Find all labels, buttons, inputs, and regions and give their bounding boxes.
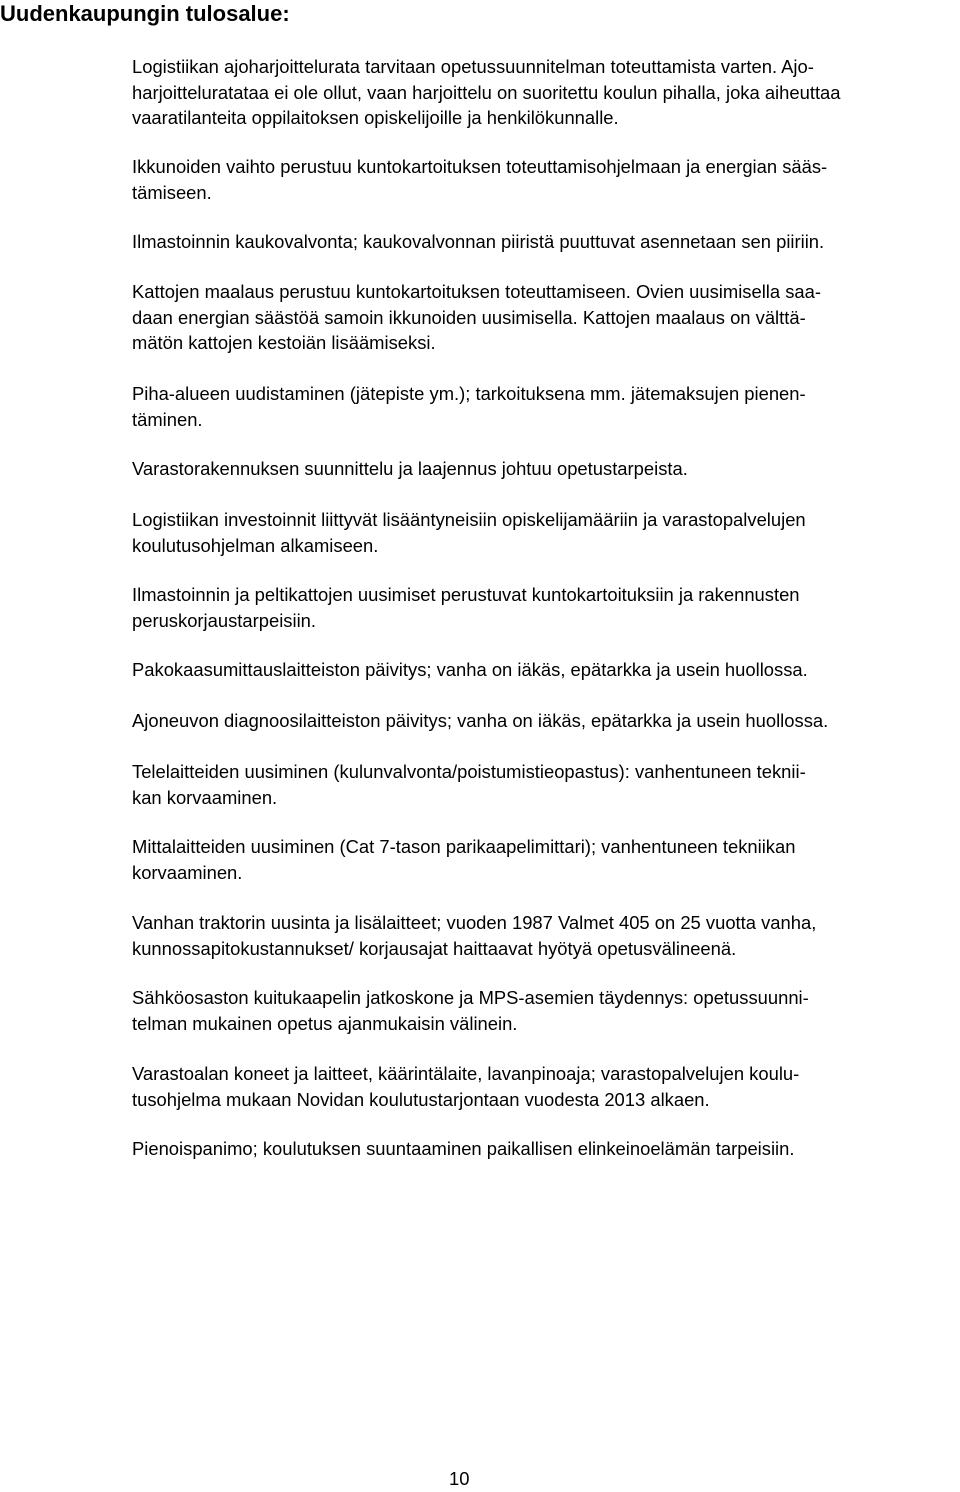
text-line: Kattojen maalaus perustuu kuntokartoituksen toteuttamiseen. Ovien uusimisella saa- xyxy=(132,281,822,302)
paragraph-telecom-equipment xyxy=(132,759,806,810)
text-line: Pienoispanimo; koulutuksen suuntaaminen paikallisen elinkeinoelämän tarpeisiin. xyxy=(132,1138,795,1159)
paragraph-warehouse-machines xyxy=(132,1061,799,1112)
page-number: 10 xyxy=(449,1468,470,1489)
paragraph-measurement-devices xyxy=(132,834,795,885)
paragraph-exhaust-measurement xyxy=(132,657,808,683)
text-line: Sähköosaston kuitukaapelin jatkoskone ja MPS-asemien täydennys: opetussuunni- xyxy=(132,987,809,1008)
text-line: Piha-alueen uudistaminen (jätepiste ym.); tarkoituksena mm. jätemaksujen pienen- xyxy=(132,383,806,404)
text-line: Mittalaitteiden uusiminen (Cat 7-tason parikaapelimittari); vanhentuneen tekniikan xyxy=(132,836,796,857)
paragraph-logistics-investments xyxy=(132,507,806,558)
text-line: Logistiikan investoinnit liittyvät lisääntyneisiin opiskelijamääriin ja varastopalvelujen xyxy=(132,509,806,530)
text-line: tämiseen. xyxy=(132,181,212,203)
text-line: Telelaitteiden uusiminen (kulunvalvonta/poistumistieopastus): vanhentuneen teknii- xyxy=(132,761,806,782)
paragraph-fiber-splicer xyxy=(132,985,809,1036)
text-line: täminen. xyxy=(132,408,203,430)
text-line: kunnossapitokustannukset/ korjausajat haittaavat hyötyä opetusvälineenä. xyxy=(132,937,737,959)
paragraph-windows xyxy=(132,154,827,205)
text-line: vaaratilanteita oppilaitoksen opiskelijoille ja henkilökunnalle. xyxy=(132,107,619,128)
text-line: harjoitteluratataa ei ole ollut, vaan harjoittelu on suoritettu koulun pihalla, joka aiheuttaa xyxy=(132,81,841,103)
paragraph-brewery xyxy=(132,1136,794,1162)
paragraph-vehicle-diagnostics xyxy=(132,708,828,734)
text-line: korvaaminen. xyxy=(132,861,243,883)
text-line: Pakokaasumittauslaitteiston päivitys; vanha on iäkäs, epätarkka ja usein huollossa. xyxy=(132,659,808,680)
paragraph-yard-renewal xyxy=(132,381,806,432)
text-line: Ilmastoinnin ja peltikattojen uusimiset perustuvat kuntokartoituksiin ja rakennusten xyxy=(132,584,800,605)
text-line: koulutusohjelman alkamiseen. xyxy=(132,534,379,556)
text-line: Ikkunoiden vaihto perustuu kuntokartoituksen toteuttamisohjelmaan ja energian sääs- xyxy=(132,156,828,177)
paragraph-ventilation-monitoring xyxy=(132,229,824,255)
paragraph-driving-track xyxy=(132,54,841,131)
paragraph-ventilation-roofs xyxy=(132,582,800,633)
paragraph-tractor xyxy=(132,910,816,961)
text-line: Ajoneuvon diagnoosilaitteiston päivitys; vanha on iäkäs, epätarkka ja usein huollossa. xyxy=(132,710,829,731)
text-line: mätön kattojen kestoiän lisäämiseksi. xyxy=(132,332,436,353)
paragraph-warehouse-building xyxy=(132,456,688,482)
section-heading: Uudenkaupungin tulosalue: xyxy=(0,1,290,26)
text-line: Ilmastoinnin kaukovalvonta; kaukovalvonnan piiristä puuttuvat asennetaan sen piiriin. xyxy=(132,231,825,252)
text-line: daan energian säästöä samoin ikkunoiden uusimisella. Kattojen maalaus on välttä- xyxy=(132,306,806,328)
text-line: Logistiikan ajoharjoittelurata tarvitaan opetussuunnitelman toteuttamista varten. Ajo- xyxy=(132,56,814,77)
text-line: telman mukainen opetus ajanmukaisin välinein. xyxy=(132,1012,518,1034)
text-line: tusohjelma mukaan Novidan koulutustarjontaan vuodesta 2013 alkaen. xyxy=(132,1088,710,1110)
text-line: Vanhan traktorin uusinta ja lisälaitteet; vuoden 1987 Valmet 405 on 25 vuotta vanha, xyxy=(132,912,817,933)
paragraph-roof-painting xyxy=(132,279,821,356)
text-line: peruskorjaustarpeisiin. xyxy=(132,609,316,631)
text-line: kan korvaaminen. xyxy=(132,786,278,808)
text-line: Varastoalan koneet ja laitteet, käärintälaite, lavanpinoaja; varastopalvelujen koulu- xyxy=(132,1063,800,1084)
text-line: Varastorakennuksen suunnittelu ja laajennus johtuu opetustarpeista. xyxy=(132,458,688,479)
